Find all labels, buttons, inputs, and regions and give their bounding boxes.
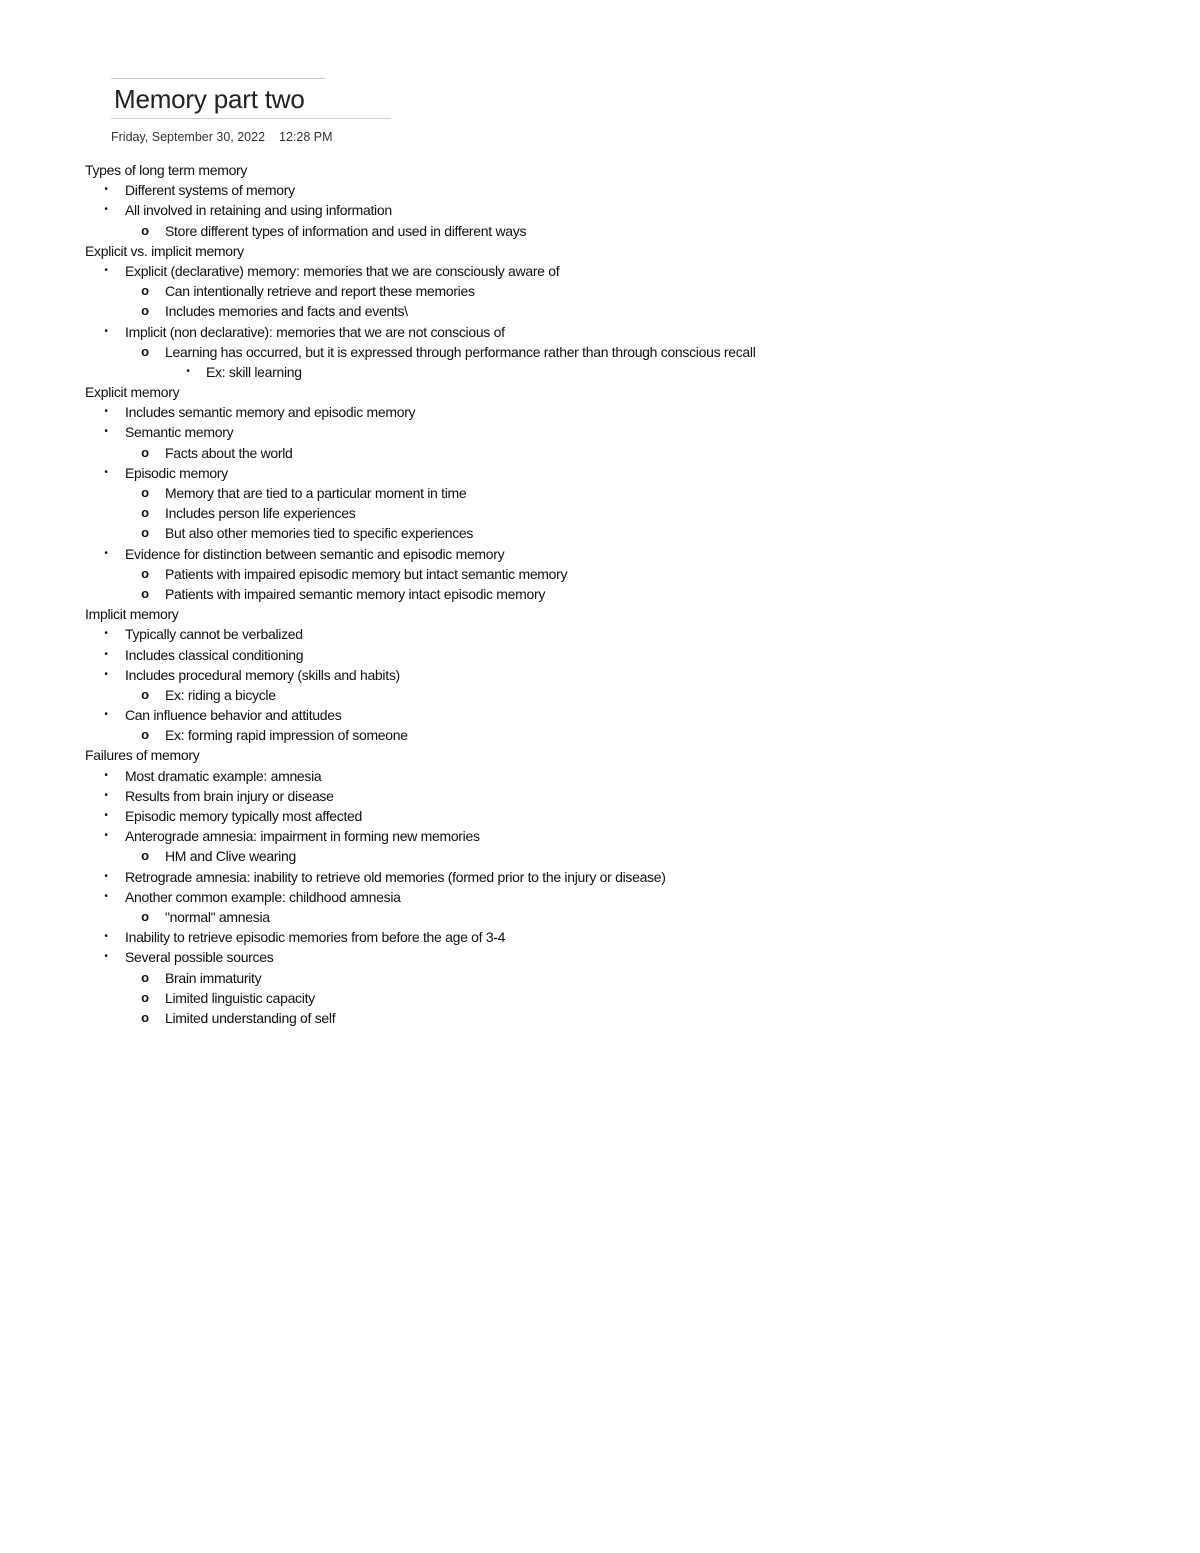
hollow-bullet-icon: o — [141, 1009, 149, 1025]
bullet-icon: • — [186, 365, 190, 377]
outline-item[interactable] — [85, 887, 1085, 907]
outline-text: Evidence for distinction between semantic and episodic memory — [125, 545, 505, 562]
outline-text: Includes person life experiences — [165, 505, 356, 522]
outline-text: Implicit (non declarative): memories that we are not conscious of — [125, 323, 505, 340]
bullet-icon: • — [104, 406, 108, 418]
bullet-icon: • — [104, 547, 108, 559]
hollow-bullet-icon: o — [141, 585, 149, 601]
hollow-bullet-icon: o — [141, 727, 149, 743]
outline-item[interactable] — [85, 665, 1085, 685]
note-body[interactable] — [85, 160, 1085, 1028]
outline-text: Episodic memory typically most affected — [125, 808, 363, 824]
outline-text: Includes semantic memory and episodic memory — [125, 404, 416, 421]
note-timestamp — [111, 129, 391, 145]
outline-text: Results from brain injury or disease — [125, 787, 334, 804]
outline-text: Explicit (declarative) memory: memories that we are consciously aware of — [125, 262, 560, 279]
outline-text: Patients with impaired semantic memory intact episodic memory — [165, 585, 546, 602]
outline-item[interactable] — [85, 523, 1085, 543]
outline-heading[interactable] — [85, 604, 1085, 624]
outline-heading[interactable] — [85, 160, 1085, 180]
outline-item[interactable] — [85, 766, 1085, 786]
title-top-divider — [111, 78, 325, 79]
hollow-bullet-icon: o — [141, 485, 149, 500]
outline-text: Can intentionally retrieve and report these memories — [165, 283, 475, 300]
bullet-icon: • — [104, 870, 108, 882]
outline-item[interactable] — [85, 786, 1085, 806]
bullet-icon: • — [104, 890, 108, 902]
outline-item[interactable] — [85, 342, 1085, 362]
outline-text: But also other memories tied to specific experiences — [165, 525, 474, 542]
outline-text: Ex: skill learning — [206, 363, 302, 380]
outline-item[interactable] — [85, 180, 1085, 200]
outline-item[interactable] — [85, 947, 1085, 967]
note-time: 12:28 PM — [279, 130, 333, 144]
hollow-bullet-icon: o — [141, 969, 149, 985]
bullet-icon: • — [104, 264, 108, 276]
outline-text: Semantic memory — [125, 424, 234, 441]
hollow-bullet-icon: o — [141, 989, 149, 1005]
outline-item[interactable] — [85, 402, 1085, 422]
outline-text: Learning has occurred, but it is expressed through performance rather than through conscious recall — [165, 343, 756, 360]
outline-text: Another common example: childhood amnesia — [125, 888, 401, 905]
bullet-icon: • — [104, 426, 108, 438]
hollow-bullet-icon: o — [141, 222, 149, 238]
note-date: Friday, September 30, 2022 — [111, 130, 266, 144]
outline-text: Implicit memory — [85, 606, 179, 623]
outline-text: Typically cannot be verbalized — [125, 626, 303, 643]
outline-text: Explicit memory — [85, 384, 180, 401]
outline-text: Different systems of memory — [125, 182, 295, 199]
outline-text: Explicit vs. implicit memory — [85, 242, 244, 259]
outline-item[interactable] — [85, 907, 1085, 927]
outline-item[interactable] — [85, 443, 1085, 463]
bullet-icon: • — [104, 325, 108, 337]
outline-text: All involved in retaining and using information — [125, 202, 392, 219]
page-title[interactable]: Memory part two — [114, 84, 305, 114]
bullet-icon: • — [104, 810, 108, 821]
outline-heading[interactable] — [85, 745, 1085, 765]
outline-item[interactable] — [85, 846, 1085, 866]
outline-item[interactable] — [85, 281, 1085, 301]
outline-item[interactable] — [85, 463, 1085, 483]
outline-item[interactable] — [85, 483, 1085, 503]
outline-item[interactable] — [85, 624, 1085, 644]
outline-text: Memory that are tied to a particular moment in time — [165, 485, 467, 501]
outline-item[interactable] — [85, 867, 1085, 887]
title-block — [111, 78, 391, 145]
outline-item[interactable] — [85, 544, 1085, 564]
hollow-bullet-icon: o — [141, 848, 149, 864]
bullet-icon: • — [104, 668, 108, 680]
outline-item[interactable] — [85, 584, 1085, 604]
outline-item[interactable] — [85, 301, 1085, 321]
bullet-icon: • — [104, 184, 108, 196]
outline-text: Includes classical conditioning — [125, 646, 304, 663]
title-divider — [111, 118, 391, 119]
hollow-bullet-icon: o — [141, 908, 149, 924]
outline-item[interactable] — [85, 725, 1085, 745]
hollow-bullet-icon: o — [141, 303, 149, 319]
hollow-bullet-icon: o — [141, 505, 149, 521]
outline-item[interactable] — [85, 927, 1085, 947]
outline-text: Brain immaturity — [165, 969, 262, 986]
hollow-bullet-icon: o — [141, 343, 149, 359]
outline-item[interactable] — [85, 422, 1085, 442]
outline-text: Includes memories and facts and events\ — [165, 303, 408, 320]
outline-text: HM and Clive wearing — [165, 848, 296, 865]
hollow-bullet-icon: o — [141, 283, 149, 299]
outline-text: Ex: forming rapid impression of someone — [165, 727, 408, 744]
outline-text: Inability to retrieve episodic memories from before the age of 3-4 — [125, 929, 506, 946]
outline-item[interactable] — [85, 685, 1085, 705]
outline-item[interactable] — [85, 261, 1085, 281]
bullet-icon: • — [104, 204, 108, 216]
bullet-icon: • — [104, 709, 108, 721]
bullet-icon: • — [104, 769, 108, 781]
outline-item[interactable] — [85, 322, 1085, 342]
bullet-icon: • — [104, 648, 108, 660]
bullet-icon: • — [104, 931, 108, 943]
outline-text: "normal" amnesia — [165, 908, 270, 925]
outline-text: Ex: riding a bicycle — [165, 686, 276, 703]
outline-text: Patients with impaired episodic memory but intact semantic memory — [165, 565, 568, 582]
outline-text: Retrograde amnesia: inability to retrieve old memories (formed prior to the injury or disease) — [125, 868, 666, 885]
outline-text: Anterograde amnesia: impairment in forming new memories — [125, 828, 480, 845]
outline-text: Limited understanding of self — [165, 1009, 336, 1026]
outline-item[interactable] — [85, 705, 1085, 725]
outline-text: Can influence behavior and attitudes — [125, 707, 342, 724]
outline-item[interactable] — [85, 200, 1085, 220]
outline-item[interactable] — [85, 221, 1085, 241]
outline-item[interactable] — [85, 826, 1085, 846]
bullet-icon: • — [104, 830, 108, 842]
hollow-bullet-icon: o — [141, 444, 149, 460]
outline-text: Includes procedural memory (skills and habits) — [125, 666, 400, 683]
outline-text: Facts about the world — [165, 444, 293, 461]
outline-item[interactable] — [85, 988, 1085, 1008]
bullet-icon: • — [104, 789, 108, 801]
outline-item[interactable] — [85, 806, 1085, 826]
outline-text: Types of long term memory — [85, 162, 248, 178]
outline-text: Episodic memory — [125, 464, 228, 481]
outline-item[interactable] — [85, 564, 1085, 584]
outline-item[interactable] — [85, 968, 1085, 988]
outline-item[interactable] — [85, 1008, 1085, 1028]
bullet-icon: • — [104, 628, 108, 640]
outline-text: Failures of memory — [85, 747, 200, 764]
outline-item[interactable] — [85, 362, 1085, 382]
hollow-bullet-icon: o — [141, 525, 149, 541]
bullet-icon: • — [104, 466, 108, 478]
hollow-bullet-icon: o — [141, 565, 149, 581]
hollow-bullet-icon: o — [141, 686, 149, 702]
outline-text: Several possible sources — [125, 949, 274, 966]
outline-item[interactable] — [85, 503, 1085, 523]
outline-heading[interactable] — [85, 382, 1085, 402]
outline-text: Store different types of information and used in different ways — [165, 222, 527, 239]
outline-heading[interactable] — [85, 241, 1085, 261]
bullet-icon: • — [104, 951, 108, 963]
outline-text: Most dramatic example: amnesia — [125, 767, 322, 784]
outline-item[interactable] — [85, 645, 1085, 665]
outline-text: Limited linguistic capacity — [165, 989, 315, 1006]
